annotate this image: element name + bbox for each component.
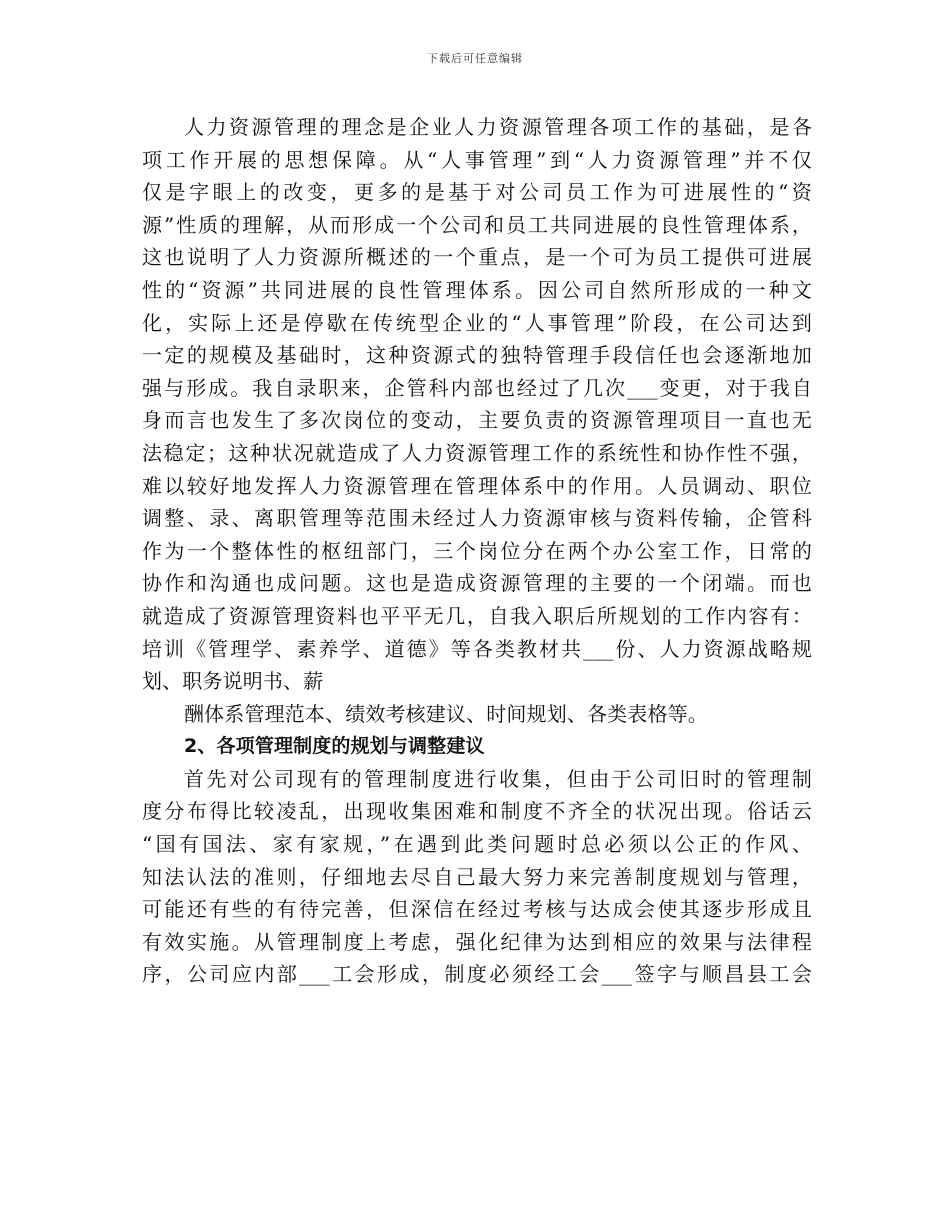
heading-text: 2、各项管理制度的规划与调整建议 [184,735,485,758]
text-line: 度分布得比较凌乱，出现收集困难和制度不齐全的状况出现。俗话云 [142,799,812,824]
text-line: 人力资源管理的理念是企业人力资源管理各项工作的基础，是各 [184,115,812,139]
text-line: 一定的规模及基础时，这种资源式的独特管理手段信任也会逐渐地加 [142,343,812,368]
text-line: 培训《管理学、素养学、道德》等各类教材共___份、人力资源战略规 [142,636,812,661]
paragraph-1 [142,111,812,698]
document-body [142,111,812,991]
text-line: 仅是字眼上的改变，更多的是基于对公司员工作为可进展性的“资 [142,180,812,205]
paragraph-2 [142,698,812,731]
page-header: 下载后可任意编辑 [427,52,523,65]
section-heading [142,730,812,763]
text-line: 有效实施。从管理制度上考虑，强化纪律为达到相应的效果与法律程 [142,929,812,954]
text-line: 这也说明了人力资源所概述的一个重点，是一个可为员工提供可进展 [142,245,812,270]
text-line: 协作和沟通也成问题。这也是造成资源管理的主要的一个闭端。而也 [142,571,812,596]
text-line: 性的“资源”共同进展的良性管理体系。因公司自然所形成的一种文 [142,277,812,302]
text-line: 酬体系管理范本、绩效考核建议、时间规划、各类表格等。 [184,701,708,726]
text-line: 知法认法的准则，仔细地去尽自己最大努力来完善制度规划与管理， [142,864,812,889]
text-line: 强与形成。我自录职来，企管科内部也经过了几次___变更，对于我自 [142,375,812,400]
text-line: 化，实际上还是停歇在传统型企业的“人事管理”阶段，在公司达到 [142,310,812,335]
text-line: 源”性质的理解，从而形成一个公司和员工共同进展的良性管理体系， [142,212,812,237]
text-line: “国有国法、家有家规，”在遇到此类问题时总必须以公正的作风、 [142,832,812,857]
text-line: 可能还有些的有待完善，但深信在经过考核与达成会使其逐步形成且 [142,897,812,922]
text-line: 法稳定；这种状况就造成了人力资源管理工作的系统性和协作性不强， [142,440,812,465]
text-line: 调整、录、离职管理等范围未经过人力资源审核与资料传输，企管科 [142,506,812,531]
text-line: 划、职务说明书、薪 [142,669,324,694]
text-line: 难以较好地发挥人力资源管理在管理体系中的作用。人员调动、职位 [142,473,812,498]
text-line: 首先对公司现有的管理制度进行收集，但由于公司旧时的管理制 [184,766,812,791]
text-line: 作为一个整体性的枢纽部门，三个岗位分在两个办公室工作，日常的 [142,538,812,563]
text-line: 序，公司应内部___工会形成，制度必须经工会___签字与顺昌县工会 [142,962,812,987]
text-line: 就造成了资源管理资料也平平无几，自我入职后所规划的工作内容有： [142,603,812,628]
text-line: 项工作开展的思想保障。从“人事管理”到“人力资源管理”并不仅 [142,147,812,172]
text-line: 身而言也发生了多次岗位的变动，主要负责的资源管理项目一直也无 [142,408,812,433]
paragraph-3 [142,763,812,991]
